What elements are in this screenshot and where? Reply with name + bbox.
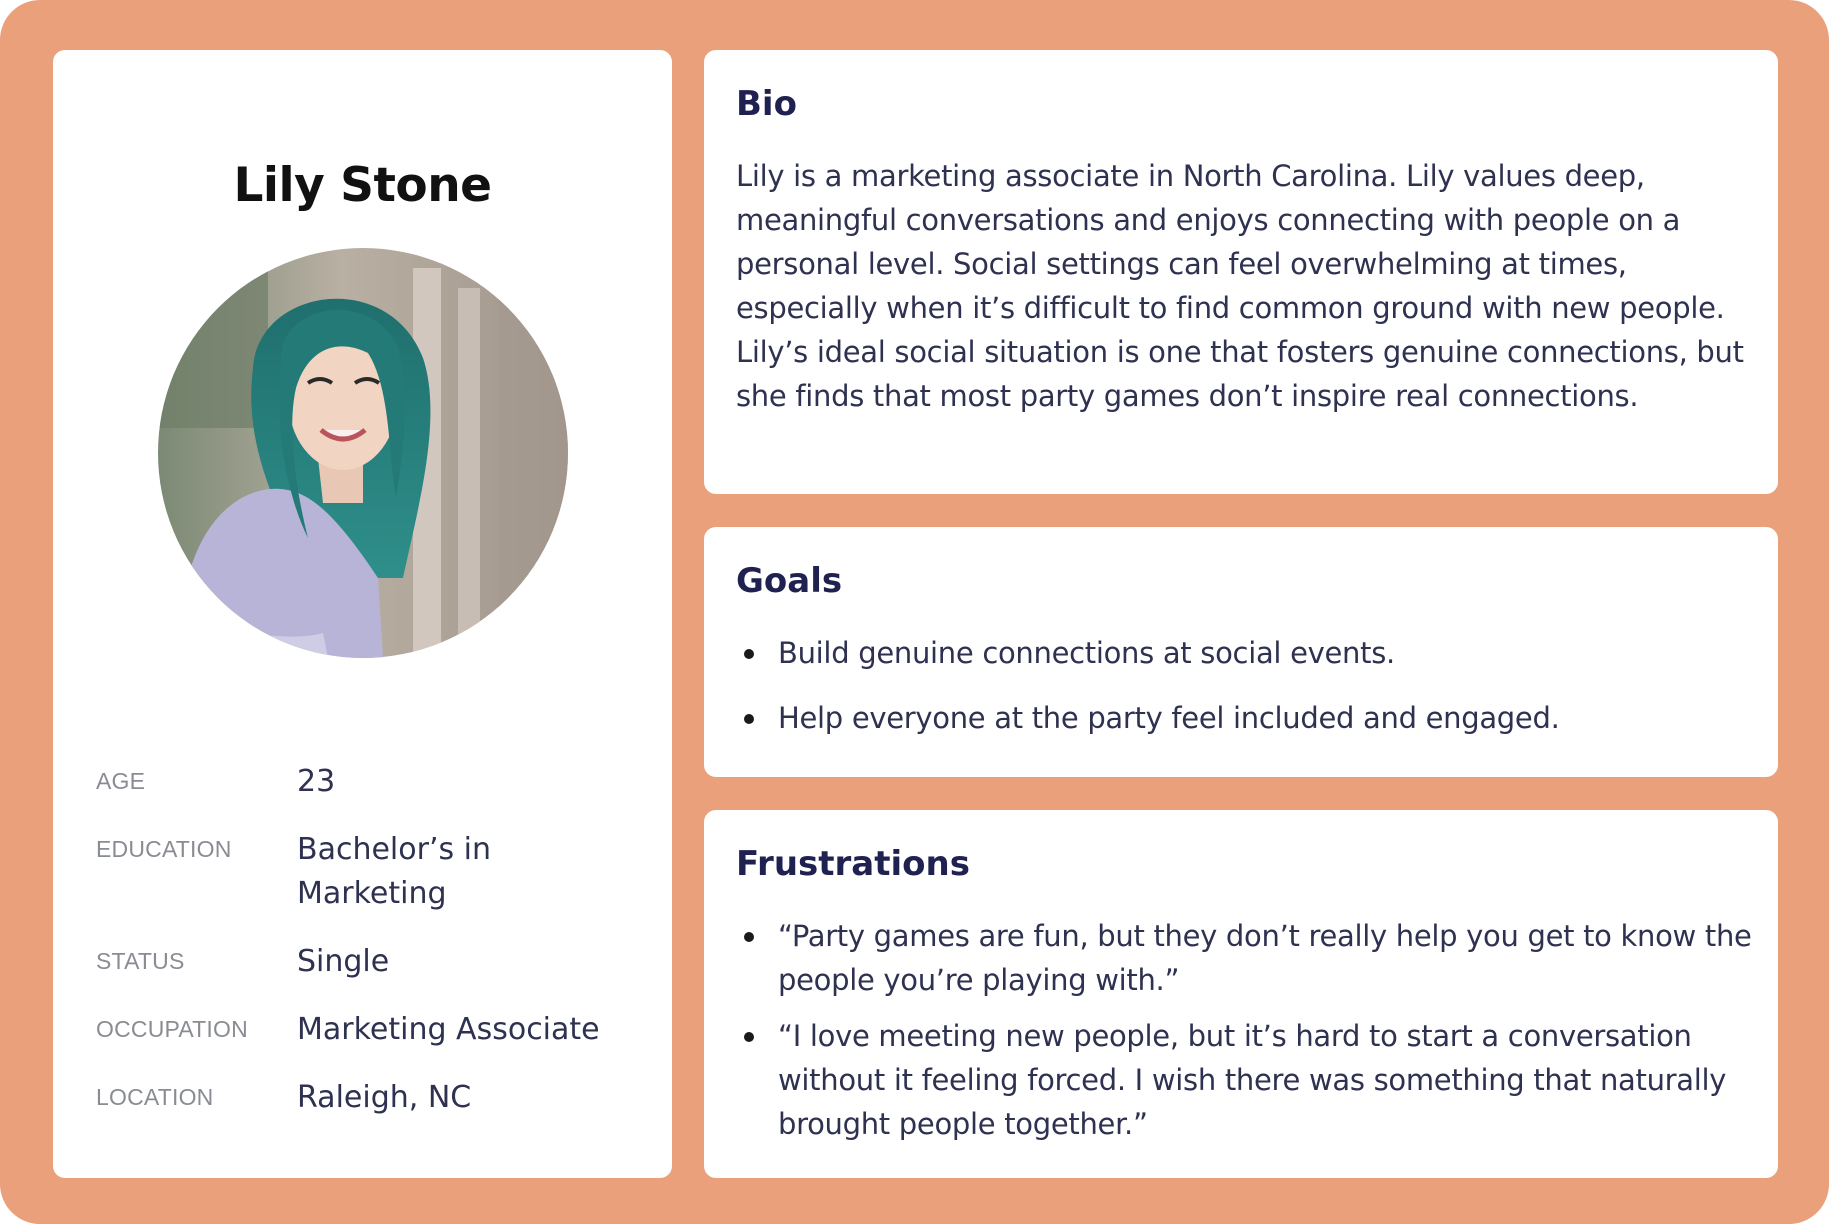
bio-text: Lily is a marketing associate in North Carolina. Lily values deep, meaningful conversations and enjoys connecting with people on a personal level. Social settings can feel overwhelming at times, especially when it’s difficult to find common ground with new people. Lily’s ideal social situation is one that fosters genuine connections, but she finds that most party games don’t inspire real connections. — [736, 159, 1744, 413]
bio-card — [704, 50, 1778, 494]
list-item — [736, 914, 1756, 1002]
frustration-text: “I love meeting new people, but it’s hard to start a conversation without it feeling forced. I wish there was something that naturally brought people together.” — [778, 1019, 1727, 1141]
goals-list — [736, 631, 1756, 740]
fact-label: EDUCATION — [96, 836, 232, 862]
bullet-icon — [744, 649, 754, 659]
persona-name: Lily Stone — [233, 158, 492, 213]
frustration-text: “Party games are fun, but they don’t really help you get to know the people you’re playing with.” — [778, 919, 1752, 997]
bullet-icon — [744, 714, 754, 724]
list-item — [736, 696, 1756, 740]
goals-card — [704, 527, 1778, 777]
avatar — [158, 248, 568, 658]
bullet-icon — [744, 1032, 754, 1042]
portrait-photo — [158, 248, 568, 658]
frustrations-heading: Frustrations — [736, 844, 970, 884]
frustrations-list — [736, 914, 1756, 1146]
fact-value: Marketing Associate — [297, 1012, 600, 1047]
bio-heading: Bio — [736, 84, 797, 124]
fact-value: 23 — [297, 764, 336, 799]
list-item — [736, 631, 1756, 675]
profile-card — [53, 50, 672, 1178]
goals-heading: Goals — [736, 561, 843, 601]
fact-label: OCCUPATION — [96, 1016, 248, 1042]
list-item — [736, 1014, 1756, 1146]
frustrations-card — [704, 810, 1778, 1178]
fact-value: Raleigh, NC — [297, 1080, 472, 1115]
bullet-icon — [744, 932, 754, 942]
goal-text: Help everyone at the party feel included and engaged. — [778, 701, 1560, 735]
fact-label: AGE — [96, 768, 146, 794]
goal-text: Build genuine connections at social events. — [778, 636, 1395, 670]
fact-value: Bachelor’s in Marketing — [297, 832, 492, 911]
fact-label: LOCATION — [96, 1084, 214, 1110]
fact-value: Single — [297, 944, 390, 979]
fact-label: STATUS — [96, 948, 185, 974]
